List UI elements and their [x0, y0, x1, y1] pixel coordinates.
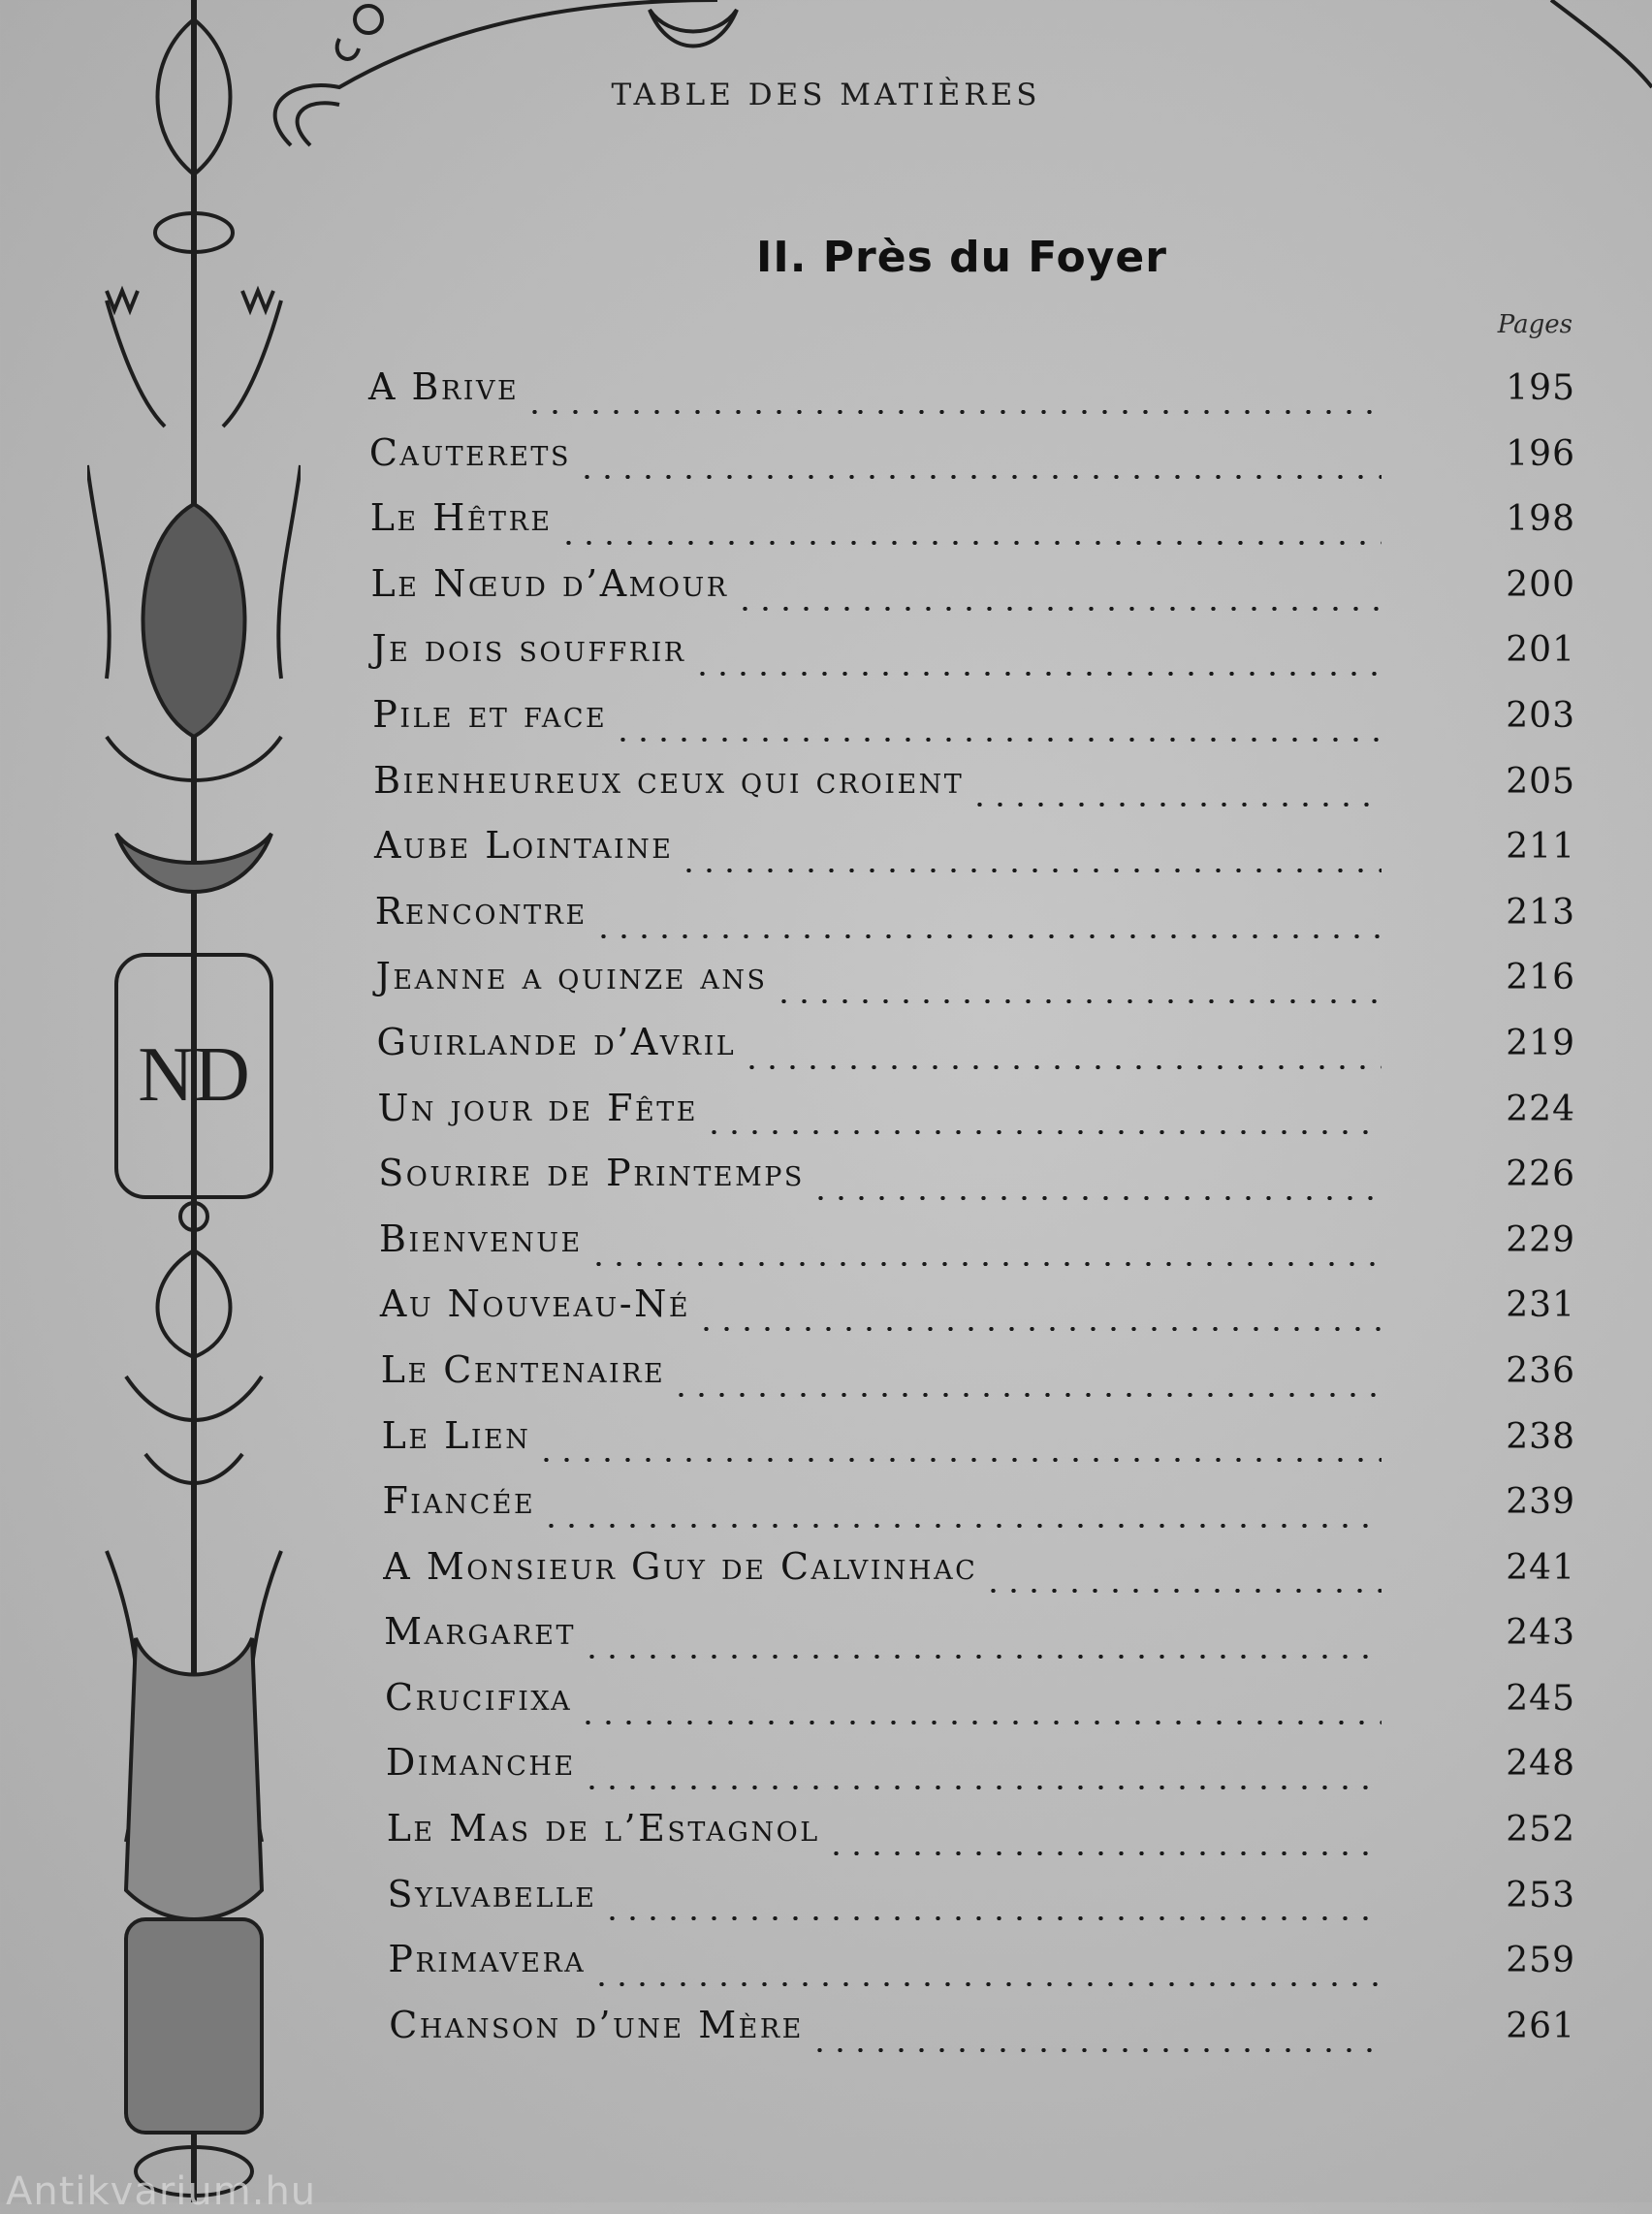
dot-leader	[602, 1916, 1382, 1920]
toc-entry-title: Bienvenue	[379, 1217, 583, 1260]
toc-entry-title: Au Nouveau-Né	[379, 1282, 691, 1326]
toc-entry-page: 198	[1506, 499, 1575, 540]
toc-entry	[368, 1087, 1575, 1153]
dot-leader	[577, 475, 1382, 479]
toc-entry	[368, 627, 1575, 693]
toc-entry	[368, 1610, 1575, 1676]
toc-entry-page: 236	[1506, 1350, 1575, 1391]
toc-entry-page: 261	[1506, 2006, 1575, 2046]
toc-entry-page: 239	[1506, 1482, 1575, 1523]
toc-entry-page: 200	[1506, 564, 1575, 605]
dot-leader	[541, 1524, 1382, 1528]
toc-entry-title: A Monsieur Guy de Calvinhac	[383, 1544, 978, 1588]
toc-entry-title: Margaret	[384, 1610, 576, 1654]
toc-entry	[368, 824, 1575, 890]
toc-entry-title: Aube Lointaine	[373, 824, 674, 868]
toc-entry-page: 259	[1506, 1941, 1575, 1981]
dot-leader	[578, 1721, 1382, 1724]
toc-entry-title: Sylvabelle	[387, 1872, 597, 1915]
toc-entry	[368, 1348, 1575, 1414]
pages-column-label: Pages	[1497, 310, 1573, 339]
toc-entry	[368, 1741, 1575, 1807]
toc-entry-page: 205	[1506, 761, 1575, 802]
monogram: ND	[138, 1032, 250, 1118]
toc-entry-title: Le Centenaire	[380, 1347, 666, 1391]
toc-entry	[368, 759, 1575, 825]
toc-entry-page: 241	[1506, 1547, 1575, 1588]
toc-entry-page: 201	[1506, 630, 1575, 671]
toc-entry-page: 245	[1506, 1678, 1575, 1719]
toc-entry	[368, 1676, 1575, 1742]
toc-entry-page: 243	[1506, 1613, 1575, 1654]
toc-entry	[368, 562, 1575, 628]
toc-entry	[368, 496, 1575, 562]
dot-leader	[735, 607, 1382, 611]
watermark: Antikvarium.hu	[6, 2169, 317, 2214]
toc-entry-page: 253	[1506, 1875, 1575, 1915]
toc-entry-page: 224	[1506, 1089, 1575, 1129]
toc-entry-title: Le Nœud d’Amour	[370, 561, 729, 605]
section-title: II. Près du Foyer	[756, 233, 1167, 282]
dot-leader	[593, 934, 1382, 938]
dot-leader	[969, 803, 1382, 807]
dot-leader	[696, 1327, 1382, 1331]
toc-entry-title: A Brive	[368, 365, 520, 408]
toc-entry-page: 203	[1506, 695, 1575, 736]
toc-entry	[368, 1414, 1575, 1480]
dot-leader	[671, 1393, 1382, 1397]
toc-entry-page: 248	[1506, 1744, 1575, 1785]
toc-entry	[368, 2004, 1575, 2070]
dot-leader	[704, 1130, 1382, 1134]
toc-entry-title: Fiancée	[382, 1479, 536, 1523]
dot-leader	[679, 869, 1382, 872]
toc-entry	[368, 365, 1575, 431]
toc-entry-title: Pile et face	[372, 692, 608, 736]
dot-leader	[983, 1589, 1382, 1593]
toc-entry-page: 213	[1506, 892, 1575, 933]
dot-leader	[613, 738, 1382, 742]
toc-entry-title: Chanson d’une Mère	[389, 2003, 804, 2046]
toc-entry	[368, 1152, 1575, 1218]
toc-entry-page: 219	[1506, 1023, 1575, 1063]
toc-entry-title: Je dois souffrir	[371, 627, 686, 671]
toc-entry-title: Dimanche	[385, 1741, 576, 1785]
dot-leader	[536, 1458, 1382, 1462]
toc-entry-page: 216	[1506, 958, 1575, 998]
toc-entry-title: Primavera	[388, 1938, 587, 1981]
ornamental-border-illustration	[87, 0, 301, 2202]
toc-entry-title: Guirlande d’Avril	[376, 1020, 737, 1063]
toc-entry-page: 231	[1506, 1285, 1575, 1326]
toc-entry	[368, 1807, 1575, 1873]
toc-entry-page: 252	[1506, 1810, 1575, 1850]
toc-entry-title: Bienheureux ceux qui croient	[373, 758, 965, 802]
toc-entry	[368, 431, 1575, 497]
dot-leader	[810, 1196, 1382, 1200]
toc-entry-title: Jeanne a quinze ans	[375, 955, 768, 998]
toc-entry	[368, 693, 1575, 759]
dot-leader	[588, 1262, 1382, 1266]
dot-leader	[692, 672, 1382, 676]
table-of-contents	[368, 365, 1575, 2069]
toc-entry	[368, 1479, 1575, 1545]
toc-entry-title: Le Hêtre	[369, 496, 553, 540]
toc-entry-page: 238	[1506, 1416, 1575, 1457]
toc-entry	[368, 1873, 1575, 1939]
toc-entry-title: Cauterets	[368, 430, 571, 474]
dot-leader	[558, 541, 1382, 545]
dot-leader	[582, 1655, 1382, 1659]
toc-entry	[368, 890, 1575, 956]
toc-entry-page: 196	[1506, 433, 1575, 474]
toc-entry-page: 211	[1506, 827, 1575, 868]
toc-entry-title: Crucifixa	[385, 1675, 573, 1719]
toc-entry-title: Le Mas de l’Estagnol	[386, 1807, 820, 1850]
toc-entry-page: 195	[1506, 368, 1575, 408]
toc-entry	[368, 1938, 1575, 2004]
toc-entry	[368, 1218, 1575, 1283]
toc-entry-title: Un jour de Fête	[377, 1086, 698, 1129]
toc-entry-title: Le Lien	[381, 1413, 531, 1457]
toc-entry	[368, 1545, 1575, 1611]
toc-entry	[368, 1021, 1575, 1087]
dot-leader	[826, 1851, 1382, 1855]
toc-entry	[368, 1282, 1575, 1348]
toc-entry-page: 229	[1506, 1219, 1575, 1260]
dot-leader	[591, 1982, 1382, 1986]
toc-entry-title: Sourire de Printemps	[378, 1152, 805, 1195]
toc-entry	[368, 955, 1575, 1021]
running-head: TABLE DES MATIÈRES	[611, 78, 1041, 112]
dot-leader	[810, 2048, 1382, 2052]
toc-entry-title: Rencontre	[374, 889, 588, 933]
dot-leader	[524, 410, 1382, 414]
toc-entry-page: 226	[1506, 1154, 1575, 1195]
dot-leader	[774, 999, 1382, 1003]
dot-leader	[582, 1786, 1382, 1789]
dot-leader	[742, 1065, 1382, 1069]
